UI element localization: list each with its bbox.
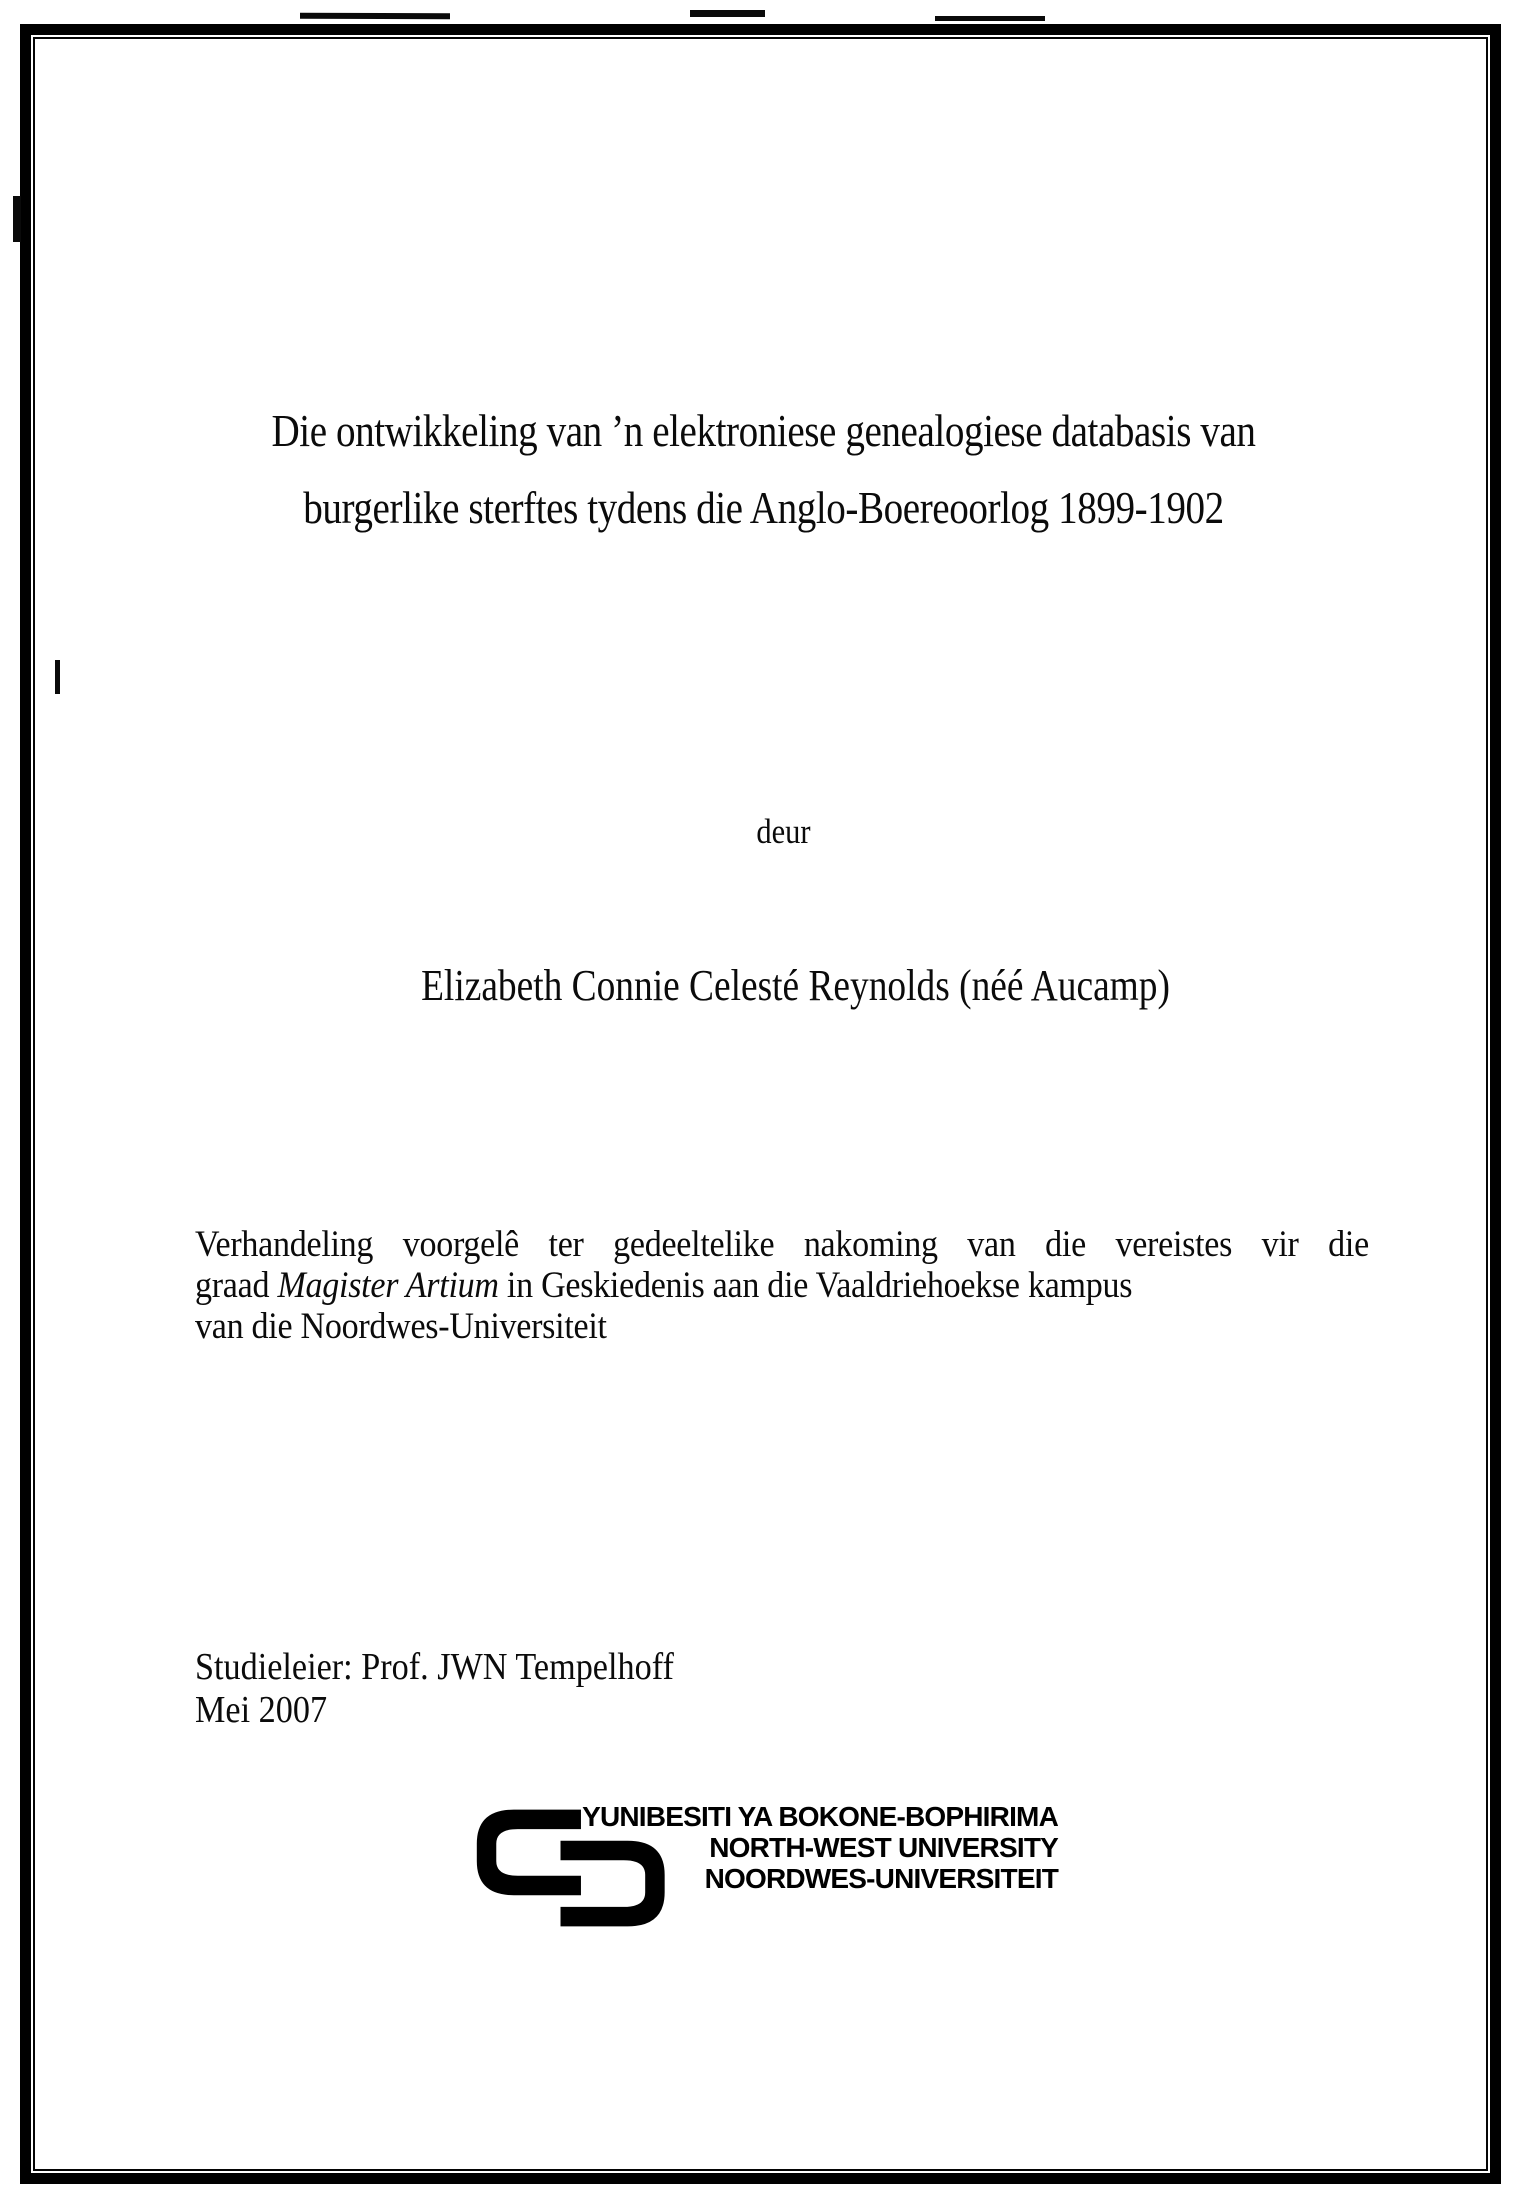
- date-line: Mei 2007: [195, 1689, 328, 1731]
- scan-noise: [935, 16, 1045, 21]
- submission-line-3: van die Noordwes-Universiteit: [195, 1306, 607, 1347]
- submission-line-2: [195, 1265, 1369, 1306]
- author-name: Elizabeth Connie Celesté Reynolds (néé Aucamp): [421, 961, 1170, 1010]
- supervisor-and-date: [195, 1646, 674, 1732]
- logo-line-setswana: YUNIBESITI YA BOKONE-BOPHIRIMA: [582, 1801, 1058, 1832]
- scan-noise: [55, 660, 60, 694]
- title-line-1: Die ontwikkeling van ’n elektroniese genealogiese databasis van: [271, 405, 1256, 456]
- logo-line-english: NORTH-WEST UNIVERSITY: [709, 1832, 1058, 1863]
- scan-noise: [13, 196, 21, 242]
- title-line-2: burgerlike sterftes tydens die Anglo-Boereoorlog 1899-1902: [303, 482, 1224, 533]
- submission-statement: [195, 1224, 1369, 1347]
- degree-name-italic: Magister Artium: [277, 1265, 499, 1306]
- supervisor-line: Studieleier: Prof. JWN Tempelhoff: [195, 1646, 674, 1688]
- submission-line-2-prefix: graad: [195, 1265, 278, 1306]
- submission-line-2-suffix: in Geskiedenis aan die Vaaldriehoekse kampus: [498, 1265, 1133, 1306]
- thesis-title: [115, 392, 1413, 546]
- submission-line-1: Verhandeling voorgelê ter gedeeltelike nakoming van die vereistes vir die: [195, 1224, 1369, 1265]
- logo-line-afrikaans: NOORDWES-UNIVERSITEIT: [704, 1863, 1058, 1894]
- scan-noise: [690, 10, 765, 17]
- university-logo-wordmark: [578, 1801, 1058, 1894]
- scan-noise: [300, 13, 450, 20]
- byline-label: deur: [756, 812, 811, 851]
